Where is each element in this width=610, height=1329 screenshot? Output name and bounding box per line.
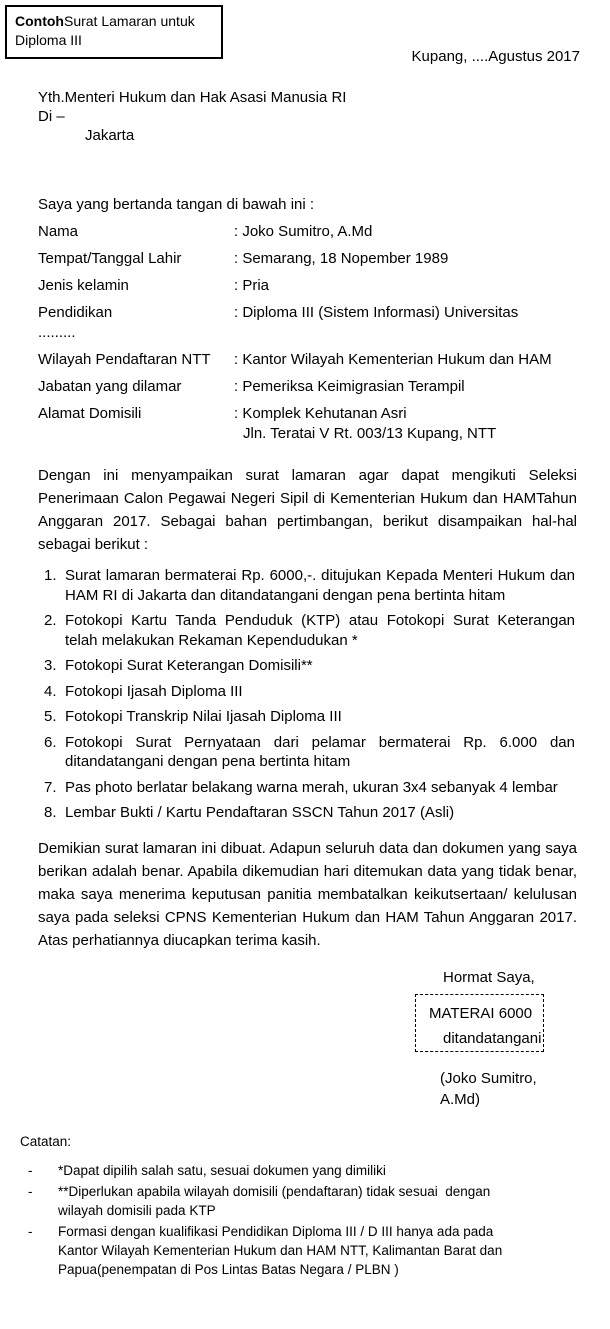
field-value: : Semarang, 18 Nopember 1989 bbox=[234, 250, 449, 267]
field-row-alamat-domisili bbox=[38, 404, 577, 444]
note-item bbox=[20, 1182, 510, 1220]
closing-paragraph: Demikian surat lamaran ini dibuat. Adapun seluruh data dan dokumen yang saya berikan adalah benar. Apabila dikemudian hari ditemukan data yang tidak benar, maka saya menerima keputusan panitia membatalkan keikutsertaan/ kelulusan saya pada seleksi CPNS Kementerian Hukum dan HAM Tahun Anggaran 2017. Atas perhatiannya diucapkan terima kasih. bbox=[38, 839, 577, 949]
list-item-number: 3. bbox=[44, 657, 57, 674]
list-item bbox=[44, 611, 575, 650]
field-value: : Kantor Wilayah Kementerian Hukum dan HAM bbox=[234, 351, 552, 368]
example-label-box bbox=[5, 5, 223, 59]
note-dash: - bbox=[28, 1162, 33, 1178]
list-item bbox=[44, 566, 575, 605]
field-row-wilayah-pendaftaran bbox=[38, 350, 577, 370]
list-item-text: Fotokopi Kartu Tanda Penduduk (KTP) atau Fotokopi Surat Keterangan telah melakukan Rekaman Kependudukan * bbox=[65, 612, 575, 649]
recipient-di: Di – bbox=[38, 108, 65, 125]
field-row-pendidikan bbox=[38, 303, 577, 323]
list-item-number: 8. bbox=[44, 804, 57, 821]
field-value-line1: : Komplek Kehutanan Asri bbox=[234, 405, 407, 422]
list-item bbox=[44, 778, 575, 798]
note-dash: - bbox=[28, 1223, 33, 1239]
note-dash: - bbox=[28, 1183, 33, 1199]
field-label: Jabatan yang dilamar bbox=[38, 378, 182, 395]
list-item-text: Fotokopi Surat Keterangan Domisili** bbox=[65, 657, 313, 674]
notes-section bbox=[20, 1132, 510, 1279]
field-value-line2: Jln. Teratai V Rt. 003/13 Kupang, NTT bbox=[243, 425, 497, 442]
note-text: **Diperlukan apabila wilayah domisili (pendaftaran) tidak sesuai dengan wilayah domisili pada KTP bbox=[58, 1183, 495, 1218]
field-label: Nama bbox=[38, 223, 79, 240]
signature-name bbox=[440, 1068, 610, 1110]
list-item-text: Fotokopi Transkrip Nilai Ijasah Diploma III bbox=[65, 708, 342, 725]
note-item bbox=[20, 1222, 510, 1279]
list-item bbox=[44, 707, 575, 727]
stamp-signed-label: ditandatangani bbox=[443, 1029, 542, 1047]
example-label-line2: Diploma III bbox=[15, 32, 82, 48]
field-value: : Pemeriksa Keimigrasian Terampil bbox=[234, 378, 465, 395]
signature-name-line1: (Joko Sumitro, bbox=[440, 1069, 537, 1087]
field-row-tempat-tanggal-lahir bbox=[38, 249, 577, 269]
field-value: : Joko Sumitro, A.Md bbox=[234, 223, 373, 240]
stamp-materai-label: MATERAI 6000 bbox=[429, 1004, 533, 1022]
recipient-block bbox=[38, 88, 610, 145]
field-label: Jenis kelamin bbox=[38, 277, 129, 294]
list-item-number: 7. bbox=[44, 778, 57, 796]
field-value: : Pria bbox=[234, 277, 270, 294]
applicant-data-table bbox=[38, 222, 577, 444]
list-item-text: Pas photo berlatar belakang warna merah, ukuran 3x4 sebanyak 4 lembar bbox=[65, 778, 558, 796]
field-label: Tempat/Tanggal Lahir bbox=[38, 250, 182, 267]
field-pendidikan-dots: ......... bbox=[38, 324, 76, 341]
list-item-number: 6. bbox=[44, 733, 57, 751]
recipient-name: Yth.Menteri Hukum dan Hak Asasi Manusia RI bbox=[38, 89, 347, 106]
list-item-text: Surat lamaran bermaterai Rp. 6000,-. ditujukan Kepada Menteri Hukum dan HAM RI di Jakarta dan ditandatangani dengan pena bertinta hitam bbox=[65, 567, 575, 604]
list-item-text: Fotokopi Surat Pernyataan dari pelamar bermaterai Rp. 6.000 dan ditandatangani dengan pena bertinta hitam bbox=[65, 733, 575, 770]
list-item bbox=[44, 803, 575, 823]
field-row-jabatan bbox=[38, 377, 577, 397]
list-item-text: Fotokopi Ijasah Diploma III bbox=[65, 682, 243, 700]
list-item-text: Lembar Bukti / Kartu Pendaftaran SSCN Tahun 2017 (Asli) bbox=[65, 804, 455, 821]
list-item-number: 2. bbox=[44, 612, 57, 629]
notes-title: Catatan: bbox=[20, 1133, 72, 1149]
field-row-nama bbox=[38, 222, 577, 242]
signature-name-line2: A.Md) bbox=[440, 1090, 481, 1108]
note-item bbox=[20, 1161, 510, 1180]
field-value: : Diploma III (Sistem Informasi) Universitas bbox=[234, 304, 519, 321]
field-label: Wilayah Pendaftaran NTT bbox=[38, 351, 211, 368]
list-item bbox=[44, 656, 575, 676]
field-label: Pendidikan bbox=[38, 304, 113, 321]
list-item-number: 5. bbox=[44, 708, 57, 725]
note-text: *Dapat dipilih salah satu, sesuai dokumen yang dimiliki bbox=[58, 1162, 386, 1178]
signature-salutation: Hormat Saya, bbox=[443, 968, 535, 986]
recipient-city: Jakarta bbox=[85, 127, 135, 144]
field-label: Alamat Domisili bbox=[38, 405, 142, 422]
example-label-rest: Surat Lamaran untuk bbox=[63, 13, 195, 29]
requirements-list bbox=[44, 566, 575, 823]
signature-block bbox=[0, 968, 610, 1110]
field-row-jenis-kelamin bbox=[38, 276, 577, 296]
example-label-bold: Contoh bbox=[15, 13, 64, 29]
list-item bbox=[44, 682, 575, 702]
note-text: Formasi dengan kualifikasi Pendidikan Diploma III / D III hanya ada pada Kantor Wilayah Kementerian Hukum dan HAM NTT, Kalimantan Barat dan Papua(penempatan di Pos Lintas Batas Negara / PLBN ) bbox=[58, 1223, 506, 1277]
intro-paragraph: Dengan ini menyampaikan surat lamaran agar dapat mengikuti Seleksi Penerimaan Calon Pegawai Negeri Sipil di Kementerian Hukum dan HAMTahun Anggaran 2017. Sebagai bahan pertimbangan, berikut disampaikan hal-hal sebagai berikut : bbox=[38, 467, 577, 553]
list-item-number: 4. bbox=[44, 682, 57, 700]
list-item-number: 1. bbox=[44, 567, 57, 584]
opening-line: Saya yang bertanda tangan di bawah ini : bbox=[38, 196, 315, 213]
stamp-box bbox=[415, 994, 544, 1052]
field-value bbox=[234, 404, 577, 444]
letter-date: Kupang, ....Agustus 2017 bbox=[411, 48, 580, 65]
list-item bbox=[44, 733, 575, 772]
